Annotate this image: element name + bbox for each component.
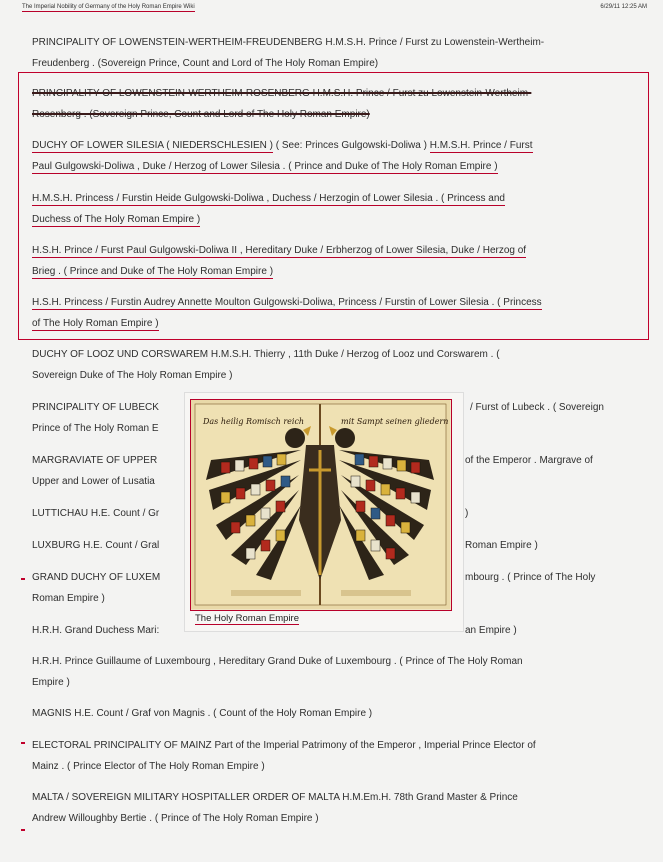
entry-malta	[32, 787, 518, 829]
entry-line: PRINCIPALITY OF LUBECK	[32, 402, 159, 413]
page-header-title: The Imperial Nobility of Germany of the Holy Roman Empire Wiki	[22, 4, 195, 10]
entry-looz	[32, 344, 500, 386]
figure-caption: The Holy Roman Empire	[195, 613, 300, 624]
entry-grand-duchess-tail	[465, 620, 517, 641]
entry-line: H.R.H. Prince Guillaume of Luxembourg , Hereditary Grand Duke of Luxembourg . ( Prince of The Holy Roman	[32, 656, 523, 667]
entry-lusatia	[32, 450, 157, 492]
banner-right-text: mit Sampt seinen gliedern	[341, 417, 449, 426]
entry-line: Prince of The Holy Roman E	[32, 423, 159, 434]
entry-line: mbourg . ( Prince of The Holy	[465, 572, 596, 583]
entry-line: MALTA / SOVEREIGN MILITARY HOSPITALLER ORDER OF MALTA H.M.Em.H. 78th Grand Master & Prince	[32, 792, 518, 803]
entry-line: H.M.S.H. Prince / Furst	[429, 140, 533, 151]
entry-princess-heide	[32, 188, 505, 230]
entry-line: PRINCIPALITY OF LOWENSTEIN-WERTHEIM-ROSENBERG H.M.S.H. Prince / Furst zu Lowenstein-Wertheim-	[32, 88, 532, 99]
entry-prince-guillaume	[32, 651, 523, 693]
banner-left-text: Das heilig Romisch reich	[203, 417, 305, 426]
entry-luttichau	[32, 503, 159, 524]
entry-line: MAGNIS H.E. Count / Graf von Magnis . ( Count of the Holy Roman Empire )	[32, 708, 373, 719]
entry-line: Paul Gulgowski-Doliwa , Duke / Herzog of Lower Silesia . ( Prince and Duke of The Holy Roman Empire )	[32, 161, 498, 172]
entry-magnis	[32, 703, 372, 724]
margin-mark	[21, 578, 25, 580]
entry-line: ELECTORAL PRINCIPALITY OF MAINZ Part of the Imperial Patrimony of the Emperor , Imperial Prince Elector of	[32, 740, 536, 751]
entry-line: MARGRAVIATE OF UPPER	[32, 455, 158, 466]
entry-luxembourg	[32, 567, 160, 609]
entry-line: / Furst of Lubeck . ( Sovereign	[470, 402, 604, 413]
entry-line: Duchess of The Holy Roman Empire )	[32, 214, 201, 225]
holy-roman-empire-image	[190, 399, 452, 611]
entry-line: Freudenberg . (Sovereign Prince, Count and Lord of The Holy Roman Empire)	[32, 58, 379, 69]
entry-line: LUXBURG H.E. Count / Gral	[32, 540, 160, 551]
entry-line: Rosenberg . (Sovereign Prince, Count and Lord of The Holy Roman Empire)	[32, 109, 370, 120]
margin-mark	[21, 829, 25, 831]
entry-line: )	[465, 508, 469, 519]
page-header-date: 6/29/11 12:25 AM	[600, 4, 647, 10]
entry-line: H.S.H. Princess / Furstin Audrey Annette Moulton Gulgowski-Doliwa, Princess / Furstin of Lower Silesia . ( Princess	[32, 297, 542, 308]
entry-lubeck-tail	[470, 397, 604, 418]
entry-line: Andrew Willoughby Bertie . ( Prince of The Holy Roman Empire )	[32, 813, 319, 824]
entry-luttichau-tail	[465, 503, 468, 524]
entry-line: an Empire )	[465, 625, 517, 636]
entry-line: Brieg . ( Prince and Duke of The Holy Roman Empire )	[32, 266, 274, 277]
entry-lusatia-tail	[465, 450, 593, 471]
entry-line: LUTTICHAU H.E. Count / Gr	[32, 508, 160, 519]
entry-princess-audrey	[32, 292, 542, 334]
entry-prince-paul-ii	[32, 240, 526, 282]
entry-line: GRAND DUCHY OF LUXEM	[32, 572, 161, 583]
entry-luxburg-tail	[465, 535, 538, 556]
entry-line: Mainz . ( Prince Elector of The Holy Roman Empire )	[32, 761, 265, 772]
entry-line: Roman Empire )	[32, 593, 105, 604]
entry-line: H.R.H. Grand Duchess Mari:	[32, 625, 160, 636]
entry-line: Sovereign Duke of The Holy Roman Empire )	[32, 370, 233, 381]
entry-line: of The Holy Roman Empire )	[32, 318, 159, 329]
entry-line: Roman Empire )	[465, 540, 538, 551]
entry-luxburg	[32, 535, 159, 556]
margin-mark	[21, 742, 25, 744]
entry-title: DUCHY OF LOWER SILESIA ( NIEDERSCHLESIEN )	[32, 140, 273, 151]
entry-lower-silesia	[32, 135, 533, 177]
entry-luxembourg-tail	[465, 567, 595, 588]
entry-lubeck	[32, 397, 159, 439]
quaternion-eagle-illustration	[191, 400, 450, 609]
entry-line: DUCHY OF LOOZ UND CORSWAREM H.M.S.H. Thierry , 11th Duke / Herzog of Looz und Corswarem . (	[32, 349, 500, 360]
entry-line: H.M.S.H. Princess / Furstin Heide Gulgowski-Doliwa , Duchess / Herzogin of Lower Silesia . ( Princess and	[32, 193, 505, 204]
entry-mainz	[32, 735, 536, 777]
entry-note: ( See: Princes Gulgowski-Doliwa )	[272, 140, 430, 151]
entry-line: H.S.H. Prince / Furst Paul Gulgowski-Doliwa II , Hereditary Duke / Erbherzog of Lower Silesia, Duke / Herzog of	[32, 245, 527, 256]
entry-line: of the Emperor . Margrave of	[465, 455, 593, 466]
entry-lowenstein-rosenberg	[32, 83, 531, 125]
entry-lowenstein-freudenberg	[32, 32, 544, 74]
entry-line: Upper and Lower of Lusatia	[32, 476, 155, 487]
entry-line: Empire )	[32, 677, 70, 688]
entry-line: PRINCIPALITY OF LOWENSTEIN-WERTHEIM-FREUDENBERG H.M.S.H. Prince / Furst zu Lowenstein-Wertheim-	[32, 37, 545, 48]
entry-grand-duchess	[32, 620, 159, 641]
